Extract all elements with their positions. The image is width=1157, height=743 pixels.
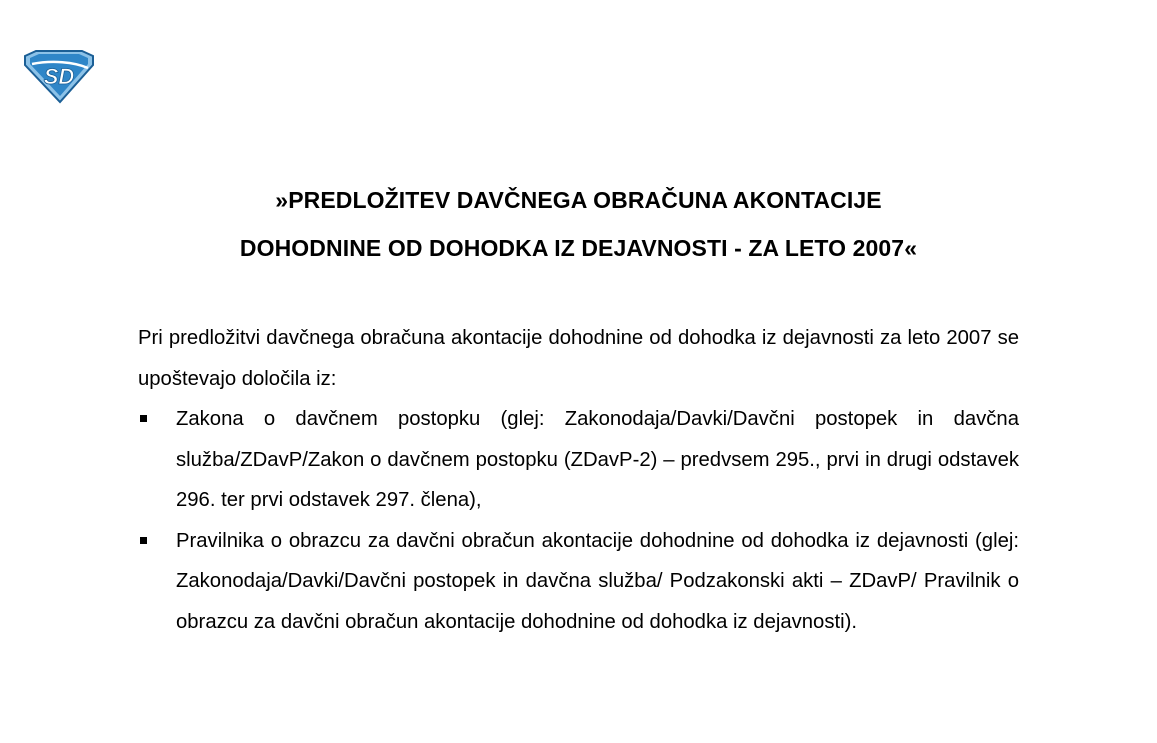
list-item-text: Pravilnika o obrazcu za davčni obračun akontacije dohodnine od dohodka iz dejavnosti (glej: Zakonodaja/Davki/Davčni postopek in davčna služba/ Podzakonski akti – ZDavP/ Pravilnik o obrazcu za davčni obračun akontacije dohodnine od dohodka iz dejavnosti). — [176, 529, 1019, 633]
intro-paragraph: Pri predložitvi davčnega obračuna akontacije dohodnine od dohodka iz dejavnosti za leto 2007 se upoštevajo določila iz: — [138, 327, 1019, 390]
bullet-list — [138, 399, 1019, 642]
logo-graphic — [22, 50, 96, 104]
logo-text: SD — [43, 64, 75, 89]
diamond-shield-logo-icon — [22, 50, 96, 104]
document-body — [138, 318, 1019, 642]
page-title-line-1: »PREDLOŽITEV DAVČNEGA OBRAČUNA AKONTACIJE — [275, 187, 882, 213]
list-item — [138, 399, 1019, 521]
list-item-text: Zakona o davčnem postopku (glej: Zakonodaja/Davki/Davčni postopek in davčna služba/ZDavP/Zakon o davčnem postopku (ZDavP-2) – predvsem 295., prvi in drugi odstavek 296. ter prvi odstavek 297. člena), — [176, 408, 1019, 511]
square-bullet-icon — [140, 537, 147, 544]
list-item — [138, 521, 1019, 643]
page-title-line-2: DOHODNINE OD DOHODKA IZ DEJAVNOSTI - ZA LETO 2007« — [239, 235, 918, 261]
square-bullet-icon — [140, 415, 147, 422]
